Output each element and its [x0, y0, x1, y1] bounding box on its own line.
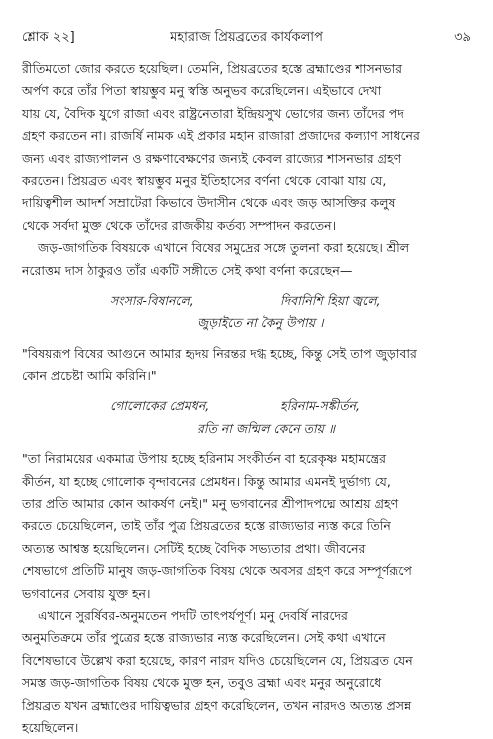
verse-line: দিবানিশি হিয়া জ্বলে,	[280, 292, 381, 308]
text-line: ভগবানের সেবায় যুক্ত হন।	[22, 585, 151, 601]
verse-line: রতি না জন্মিল কেনে তায় ॥	[197, 420, 336, 436]
text-line: কীর্তন, যা হচ্ছে গোলোক বৃন্দাবনের প্রেমধন। কিন্তু আমার এমনই দুর্ভাগ্য যে,	[22, 473, 391, 489]
paragraph-2	[22, 237, 471, 282]
text-line: অনুমতিক্রমে তাঁর পুত্রের হস্তে রাজ্যভার ন্যস্ত করেছিলেন। সেই কথা এখানে	[22, 630, 386, 646]
verse-line: জুড়াইতে না কৈনু উপায় ।	[197, 315, 324, 331]
song-verse-1	[22, 290, 471, 335]
text-line: বিশেষভাবে উল্লেখ করা হয়েছে, কারণ নারদ যদিও চেয়েছিলেন যে, প্রিয়ব্রত যেন	[22, 652, 413, 668]
text-line: "বিষয়রূপ বিষের আগুনে আমার হৃদয় নিরন্তর দগ্ধ হচ্ছে, কিন্তু সেই তাপ জুড়াবার	[22, 345, 417, 361]
text-line: থেকে সর্বদা মুক্ত থেকে তাঁদের রাজকীয় কর্তব্য সম্পাদন করতেন।	[22, 217, 337, 233]
text-line: রীতিমতো জোর করতে হয়েছিল। তেমনি, প্রিয়ব্রতের হস্তে ব্রহ্মাণ্ডের শাসনভার	[22, 61, 402, 76]
text-line: নরোত্তম দাস ঠাকুরও তাঁর একটি সঙ্গীতে সেই কথা বর্ণনা করেছেন—	[22, 262, 353, 278]
text-line: জড়-জাগতিক বিষয়কে এখানে বিষের সমুদ্রের সঙ্গে তুলনা করা হয়েছে। শ্রীল	[38, 240, 410, 256]
text-line: হয়েছিলেন।	[22, 719, 79, 735]
text-line: শেষভাগে প্রতিটি মানুষ জড়-জাগতিক বিষয় থেকে অবসর গ্রহণ করে সম্পূর্ণরূপে	[22, 563, 412, 579]
page-number: ৩৯	[454, 30, 471, 45]
text-line: করতে চেয়েছিলেন, তাই তাঁর পুত্র প্রিয়ব্রতের হস্তে রাজ্যভার ন্যস্ত করে তিনি	[22, 518, 391, 534]
verse-line: গোলোকের প্রেমধন,	[110, 398, 210, 414]
purport-text	[22, 58, 471, 739]
text-line: এখানে সুরর্ষিবর-অনুমতেন পদটি তাৎপর্যপূর্ণ। মনু দেবর্ষি নারদের	[38, 607, 348, 623]
song-verse-2	[22, 395, 471, 440]
text-line: করতেন। প্রিয়ব্রত এবং স্বায়ম্ভুব মনুর ইতিহাসের বর্ণনা থেকে বোঝা যায় যে,	[22, 172, 387, 188]
text-line: জন্য এবং রাজ্যপালন ও রক্ষণাবেক্ষণের জন্যই কেবল রাজ্যের শাসনভার গ্রহণ	[22, 150, 402, 166]
chapter-title: মহারাজ প্রিয়ব্রতের কার্যকলাপ	[170, 30, 323, 45]
text-line: প্রিয়ব্রত যখন ব্রহ্মাণ্ডের দায়িত্বভার গ্রহণ করেছিলেন, তখন নারদও অত্যন্ত প্রসন্ন	[22, 697, 412, 713]
text-line: তার প্রতি আমার কোন আকর্ষণ নেই।" মনু ভগবানের শ্রীপাদপদ্মে আশ্রয় গ্রহণ	[22, 496, 399, 512]
text-line: "তা নিরাময়ের একমাত্র উপায় হচ্ছে হরিনাম সংকীর্তন বা হরেকৃষ্ণ মহামন্ত্রের	[22, 451, 387, 467]
translation-quote-1	[22, 343, 471, 388]
verse-line: সংসার-বিষানলে,	[110, 292, 194, 308]
paragraph-1	[22, 58, 471, 237]
verse-line: হরিনাম-সঙ্কীর্তন,	[280, 398, 361, 414]
text-line: অর্পণ করে তাঁর পিতা স্বায়ম্ভুব মনু স্বস্তি অনুভব করেছিলেন। এইভাবে দেখা	[22, 83, 382, 99]
page-header	[22, 28, 471, 50]
text-line: অত্যন্ত আশ্বস্ত হয়েছিলেন। সেটিই হচ্ছে বৈদিক সভ্যতার প্রথা। জীবনের	[22, 540, 366, 556]
text-line: গ্রহণ করতেন না। রাজর্ষি নামক এই প্রকার মহান রাজারা প্রজাদের কল্যাণ সাধনের	[22, 128, 420, 144]
paragraph-3	[22, 605, 471, 739]
text-line: সমস্ত জড়-জাগতিক বিষয় থেকে মুক্ত হন, তবুও ব্রহ্মা এবং মনুর অনুরোধে	[22, 675, 382, 691]
text-line: যায় যে, বৈদিক যুগে রাজা এবং রাষ্ট্রনেতারা ইন্দ্রিয়সুখ ভোগের জন্য তাঁদের পদ	[22, 105, 404, 121]
text-line: কোন প্রচেষ্টা আমি করিনি।"	[22, 368, 157, 384]
translation-quote-2	[22, 448, 471, 605]
verse-reference: শ্লোক ২২]	[22, 30, 75, 45]
text-line: দায়িত্বশীল আদর্শ সম্রাটেরা কিভাবে উদাসীন থেকে এবং জড় আসক্তির কলুষ	[22, 195, 396, 211]
